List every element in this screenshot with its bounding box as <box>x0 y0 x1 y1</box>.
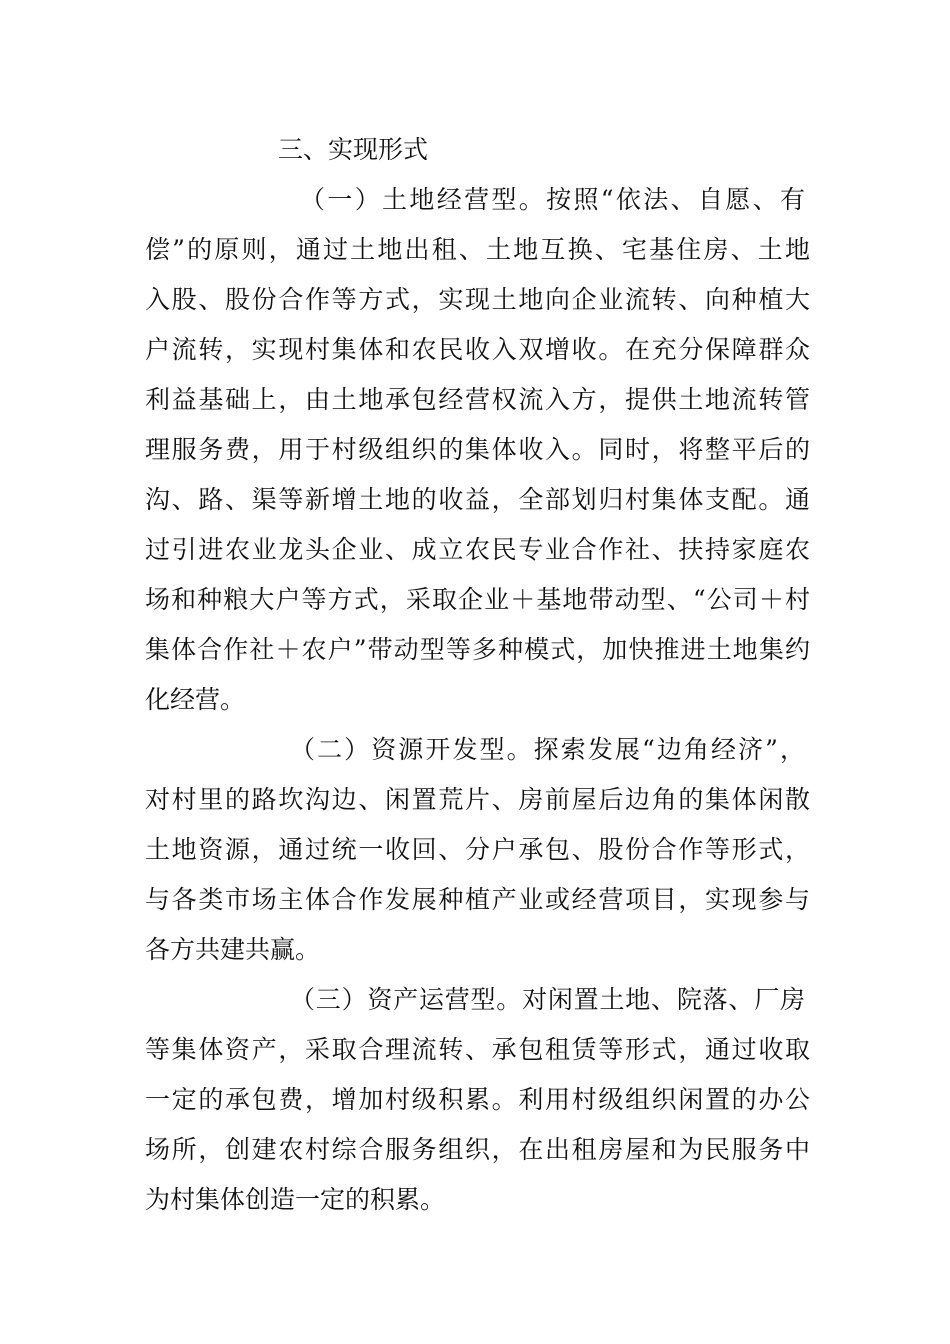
paragraph-1-line-5: 利益基础上，由土地承包经营权流入方，提供土地流转管 <box>145 385 810 414</box>
paragraph-3-line-2: 等集体资产，采取合理流转、承包租赁等形式，通过收取 <box>145 1035 810 1064</box>
paragraph-1-line-8: 过引进农业龙头企业、成立农民专业合作社、扶持家庭农 <box>145 535 810 564</box>
paragraph-2-line-2: 对村里的路坎沟边、闲置荒片、房前屋后边角的集体闲散 <box>145 785 810 814</box>
paragraph-2-line-5: 各方共建共赢。 <box>145 935 321 964</box>
paragraph-2-line-3: 土地资源，通过统一收回、分户承包、股份合作等形式， <box>145 835 810 864</box>
paragraph-1-line-2: 偿”的原则，通过土地出租、土地互换、宅基住房、土地 <box>145 235 810 264</box>
paragraph-1-line-7: 沟、路、渠等新增土地的收益，全部划归村集体支配。通 <box>145 485 810 514</box>
paragraph-1-line-4: 户流转，实现村集体和农民收入双增收。在充分保障群众 <box>145 335 810 364</box>
paragraph-2-line-4: 与各类市场主体合作发展种植产业或经营项目，实现参与 <box>145 885 810 914</box>
paragraph-3-line-5: 为村集体创造一定的积累。 <box>145 1185 446 1214</box>
paragraph-1-line-6: 理服务费，用于村级组织的集体收入。同时，将整平后的 <box>145 435 810 464</box>
paragraph-3-line-4: 场所，创建农村综合服务组织，在出租房屋和为民服务中 <box>145 1135 810 1164</box>
paragraph-1-line-1: （一）土地经营型。按照“依法、自愿、有 <box>300 185 805 214</box>
paragraph-1-line-10: 集体合作社＋农户”带动型等多种模式，加快推进土地集约 <box>145 635 810 664</box>
section-heading: 三、实现形式 <box>278 135 429 164</box>
paragraph-1-line-9: 场和种粮大户等方式，采取企业＋基地带动型、“公司＋村 <box>145 585 810 614</box>
paragraph-3-line-3: 一定的承包费，增加村级积累。利用村级组织闲置的办公 <box>145 1085 810 1114</box>
paragraph-2-line-1: （二）资源开发型。探索发展“边角经济”， <box>290 735 805 764</box>
paragraph-1-line-3: 入股、股份合作等方式，实现土地向企业流转、向种植大 <box>145 285 810 314</box>
paragraph-1-line-11: 化经营。 <box>145 685 246 714</box>
paragraph-3-line-1: （三）资产运营型。对闲置土地、院落、厂房 <box>290 985 805 1014</box>
